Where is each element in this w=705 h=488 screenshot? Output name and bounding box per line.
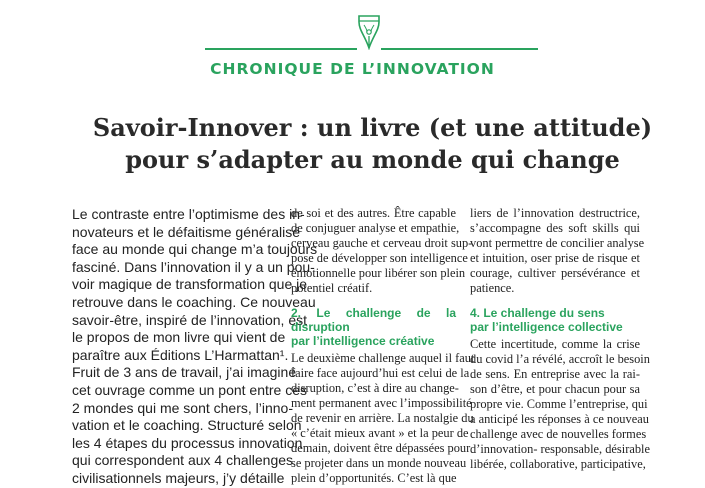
body-line: potentiel créatif. <box>291 281 373 296</box>
body-line: vation et le coaching. Structuré selon <box>72 417 302 434</box>
fountain-pen-nib-icon <box>355 12 383 50</box>
body-line: retrouve dans le coaching. Ce nouveau <box>72 293 316 310</box>
body-line: Le deuxième challenge auquel il faut <box>291 350 475 365</box>
subheading-line: par l’intelligence créative <box>291 333 435 348</box>
body-line: a anticipé les réponses à ce nouveau <box>470 412 649 427</box>
body-line: propre vie. Comme l’entreprise, qui <box>470 396 648 411</box>
body-line: plein d’opportunités. C’est là que <box>291 471 457 486</box>
subheading-disruption <box>291 306 456 348</box>
body-line: de soi et des autres. Être capable <box>291 206 456 220</box>
body-line: le propos de mon livre qui vient de <box>72 329 286 346</box>
body-line: de conjuguer analyse et empathie, <box>291 221 460 236</box>
body-line: libérée, collaborative, participative, <box>470 457 646 472</box>
body-line: « c’était mieux avant » et la peur de <box>291 426 469 441</box>
body-line: cerveau gauche et cerveau droit sup- <box>291 236 473 251</box>
body-line: émotionnelle pour libérer son plein <box>291 266 466 281</box>
body-line: face au monde qui change m’a toujours <box>72 241 318 258</box>
body-line: challenge avec de nouvelles formes <box>470 427 647 442</box>
body-line: paraître aux Éditions L’Harmattan¹. <box>72 346 289 363</box>
body-line: et intuition, oser prise de risque et <box>470 251 640 266</box>
section-rubric: CHRONIQUE DE L’INNOVATION <box>210 60 495 78</box>
body-line: demain, doivent être dépassées pour <box>291 441 471 456</box>
body-line: cet ouvrage comme un pont entre ces <box>72 381 308 398</box>
body-line: de revenir en arrière. La nostalgie du <box>291 410 474 425</box>
body-line: liers de l’innovation destructrice, <box>470 206 640 220</box>
body-line: fasciné. Dans l’innovation il y a un pou- <box>72 258 315 275</box>
body-line: pose de développer son intelligence <box>291 251 468 266</box>
body-line: s’accompagne des soft skills qui <box>470 221 640 236</box>
subheading-line: 4. Le challenge du sens <box>470 305 605 320</box>
body-line: d’innovation- responsable, désirable <box>470 442 650 457</box>
body-line: novateurs et le défaitisme généralisé <box>72 223 301 240</box>
body-line: qui correspondent aux 4 challenges <box>72 452 294 469</box>
subheading-sens <box>470 306 640 334</box>
title-line-2: pour s’adapter au monde qui change <box>125 145 620 174</box>
article-header <box>0 0 705 90</box>
body-line: du covid l’a révélé, accroît le besoin <box>470 351 650 366</box>
body-line: voir magique de transformation que je <box>72 276 308 293</box>
body-line: les 4 étapes du processus innovation <box>72 434 303 451</box>
body-line: courage, cultiver persévérance et <box>470 266 640 281</box>
article-title <box>0 112 705 176</box>
title-line-1: Savoir-Innover : un livre (et une attitude) <box>92 113 653 142</box>
body-line: ment permanent avec l’impossibilité <box>291 395 472 410</box>
body-line: Cette incertitude, comme la crise <box>470 336 640 351</box>
header-rule-left <box>205 48 357 50</box>
body-line: faire face aujourd’hui est celui de la <box>291 365 470 380</box>
body-line: son d’être, et pour chacun pour sa <box>470 381 640 396</box>
body-line: Le contraste entre l’optimisme des in- <box>72 206 305 222</box>
column-2 <box>291 206 475 486</box>
subheading-line: par l’intelligence collective <box>470 319 623 334</box>
subheading-line: 2. Le challenge de la disruption <box>291 305 456 334</box>
column-1 <box>72 206 318 488</box>
header-rule-right <box>381 48 538 50</box>
body-line: 2 mondes qui me sont chers, l’inno- <box>72 399 293 416</box>
body-line: vont permettre de concilier analyse <box>470 236 645 251</box>
body-line: Fruit de 3 ans de travail, j’ai imaginé <box>72 364 297 381</box>
body-line: disruption, c’est à dire au change- <box>291 380 459 395</box>
body-line: civilisationnels majeurs, j’y détaille <box>72 469 285 486</box>
body-line: patience. <box>470 281 515 296</box>
body-line: se projeter dans un monde nouveau <box>291 456 467 471</box>
column-3 <box>470 206 650 472</box>
body-line: de sens. En entreprise avec la rai- <box>470 366 640 381</box>
body-line: savoir-être, inspiré de l’innovation, est <box>72 311 308 328</box>
